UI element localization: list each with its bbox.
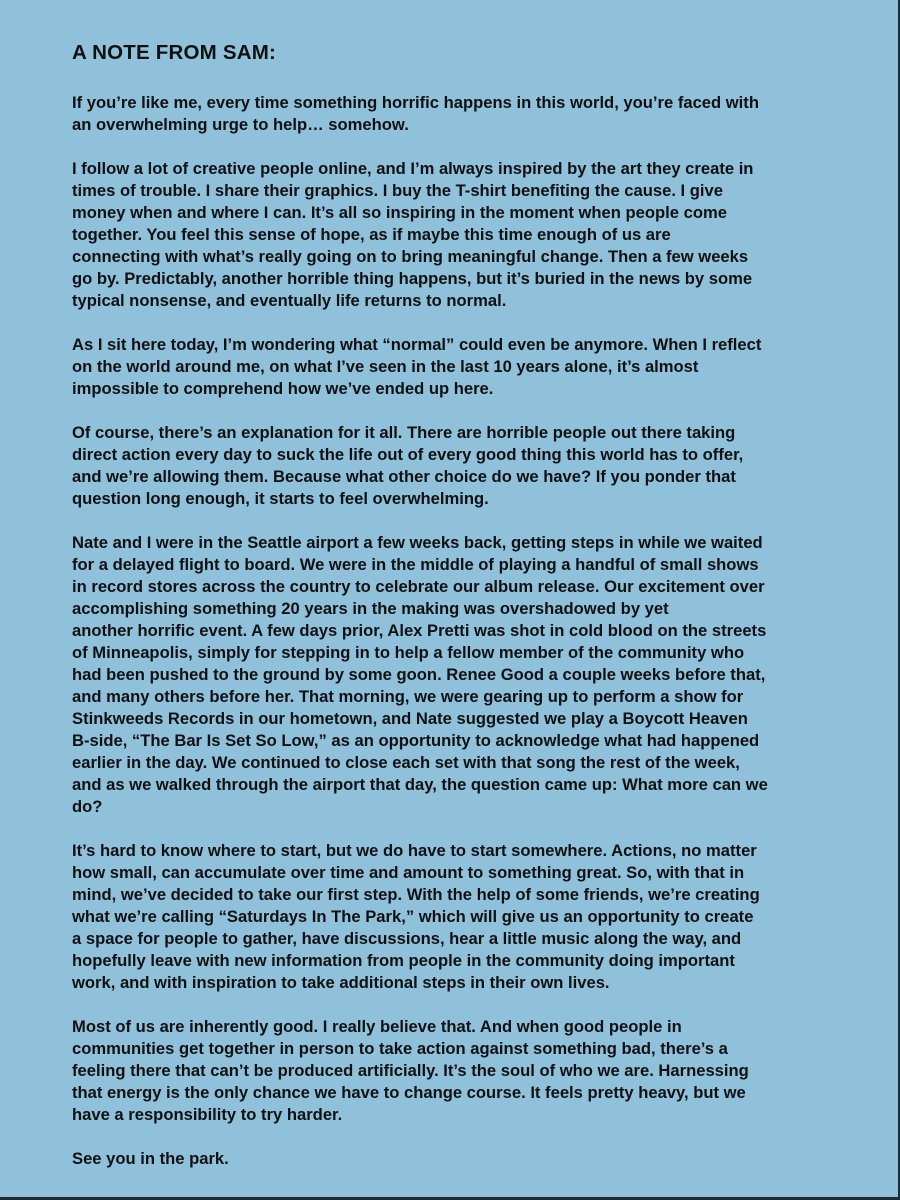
note-paragraph [72, 422, 812, 510]
paragraph-line: B-side, “The Bar Is Set So Low,” as an opportunity to acknowledge what had happened [72, 731, 760, 750]
paragraph-line: an overwhelming urge to help… somehow. [72, 115, 409, 134]
paragraph-line: money when and where I can. It’s all so inspiring in the moment when people come [72, 203, 727, 222]
paragraph-line: work, and with inspiration to take additional steps in their own lives. [72, 973, 610, 992]
paragraph-line: Of course, there’s an explanation for it all. There are horrible people out there taking [72, 423, 736, 442]
note-paragraph [72, 840, 812, 994]
paragraph-line: another horrific event. A few days prior, Alex Pretti was shot in cold blood on the streets [72, 621, 767, 640]
paragraph-line: what we’re calling “Saturdays In The Park,” which will give us an opportunity to create [72, 907, 754, 926]
note-paragraph [72, 334, 812, 400]
paragraph-line: go by. Predictably, another horrible thing happens, but it’s buried in the news by some [72, 269, 753, 288]
paragraph-line: and we’re allowing them. Because what other choice do we have? If you ponder that [72, 467, 736, 486]
note-paragraph [72, 158, 812, 312]
paragraph-line: It’s hard to know where to start, but we do have to start somewhere. Actions, no matter [72, 841, 757, 860]
paragraph-line: Stinkweeds Records in our hometown, and Nate suggested we play a Boycott Heaven [72, 709, 748, 728]
paragraph-line: and many others before her. That morning, we were gearing up to perform a show for [72, 687, 744, 706]
paragraph-line: mind, we’ve decided to take our first step. With the help of some friends, we’re creating [72, 885, 760, 904]
paragraph-line: accomplishing something 20 years in the making was overshadowed by yet [72, 599, 669, 618]
paragraph-line: a space for people to gather, have discussions, hear a little music along the way, and [72, 929, 742, 948]
paragraph-line: and as we walked through the airport that day, the question came up: What more can we [72, 775, 768, 794]
paragraph-line: times of trouble. I share their graphics. I buy the T-shirt benefiting the cause. I give [72, 181, 723, 200]
paragraph-line: direct action every day to suck the life out of every good thing this world has to offer, [72, 445, 744, 464]
paragraph-line: for a delayed flight to board. We were in the middle of playing a handful of small shows [72, 555, 759, 574]
paragraph-line: that energy is the only chance we have to change course. It feels pretty heavy, but we [72, 1083, 746, 1102]
paragraph-line: impossible to comprehend how we’ve ended up here. [72, 379, 494, 398]
paragraph-line: together. You feel this sense of hope, as if maybe this time enough of us are [72, 225, 671, 244]
paragraph-line: had been pushed to the ground by some goon. Renee Good a couple weeks before that, [72, 665, 766, 684]
paragraph-line: feeling there that can’t be produced artificially. It’s the soul of who we are. Harnessing [72, 1061, 749, 1080]
note-body [72, 40, 812, 1192]
paragraph-line: As I sit here today, I’m wondering what “normal” could even be anymore. When I reflect [72, 335, 762, 354]
paragraph-line: communities get together in person to take action against something bad, there’s a [72, 1039, 728, 1058]
paragraph-line: Most of us are inherently good. I really believe that. And when good people in [72, 1017, 682, 1036]
paragraph-line: of Minneapolis, simply for stepping in to help a fellow member of the community who [72, 643, 745, 662]
note-paragraph [72, 1016, 812, 1126]
paragraph-line: Nate and I were in the Seattle airport a few weeks back, getting steps in while we waited [72, 533, 763, 552]
note-paragraphs [72, 92, 812, 1170]
paragraph-line: typical nonsense, and eventually life returns to normal. [72, 291, 507, 310]
note-paragraph [72, 1148, 812, 1170]
paragraph-line: do? [72, 797, 103, 816]
paragraph-line: have a responsibility to try harder. [72, 1105, 343, 1124]
note-paragraph [72, 532, 812, 818]
paragraph-line: on the world around me, on what I’ve seen in the last 10 years alone, it’s almost [72, 357, 699, 376]
paragraph-line: earlier in the day. We continued to close each set with that song the rest of the week, [72, 753, 740, 772]
paragraph-line: in record stores across the country to celebrate our album release. Our excitement over [72, 577, 765, 596]
paragraph-line: connecting with what’s really going on to bring meaningful change. Then a few weeks [72, 247, 749, 266]
paragraph-line: hopefully leave with new information from people in the community doing important [72, 951, 735, 970]
paragraph-line: If you’re like me, every time something horrific happens in this world, you’re faced with [72, 93, 759, 112]
paragraph-line: question long enough, it starts to feel overwhelming. [72, 489, 489, 508]
paragraph-line: how small, can accumulate over time and amount to something great. So, with that in [72, 863, 745, 882]
note-paragraph [72, 92, 812, 136]
note-heading: A NOTE FROM SAM: [72, 41, 277, 64]
paragraph-line: See you in the park. [72, 1149, 229, 1168]
paragraph-line: I follow a lot of creative people online, and I’m always inspired by the art they create in [72, 159, 754, 178]
